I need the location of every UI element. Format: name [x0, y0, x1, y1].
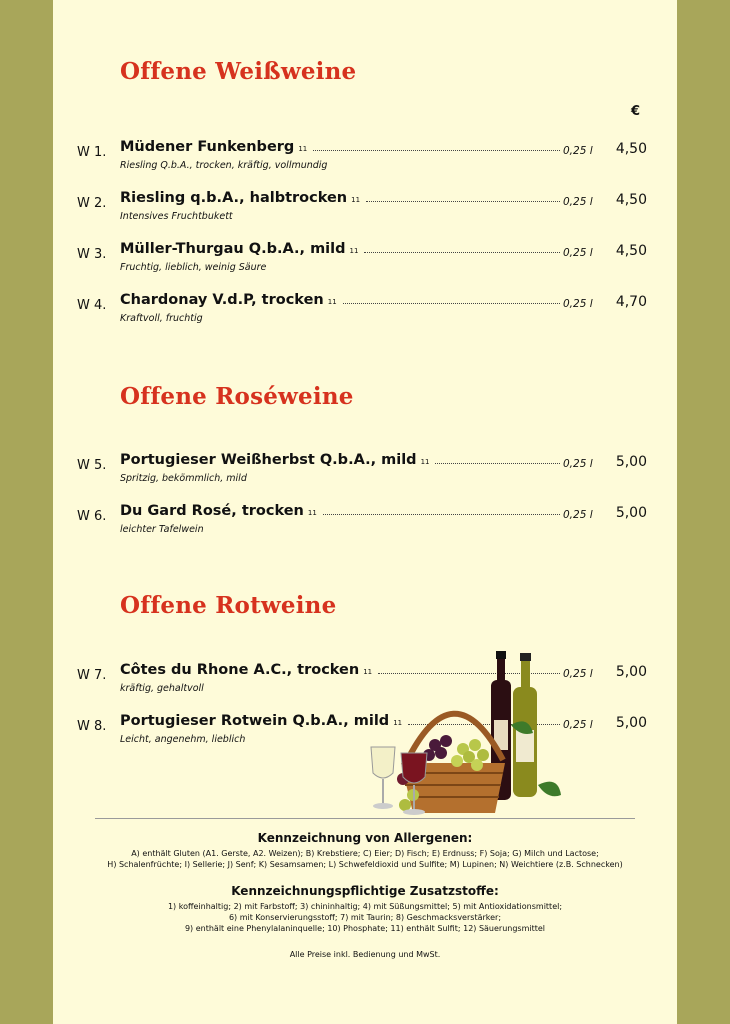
- item-description: Kraftvoll, fruchtig: [120, 313, 203, 324]
- item-volume: 0,25 l: [563, 458, 593, 470]
- leader-dots: [343, 303, 560, 304]
- item-additive-ref: 11: [349, 247, 359, 255]
- additives-line: 6) mit Konservierungsstoff; 7) mit Taurin; 8) Geschmacksverstärker;: [228, 913, 502, 922]
- item-number: W 6.: [77, 509, 107, 524]
- menu-item-w3: [53, 241, 677, 281]
- item-name: Du Gard Rosé, trocken: [120, 503, 304, 519]
- item-price: 5,00: [615, 505, 647, 521]
- footer-divider: [95, 818, 635, 819]
- leader-dots: [366, 201, 560, 202]
- item-description: Spritzig, bekömmlich, mild: [120, 473, 247, 484]
- additives-title: Kennzeichnungspflichtige Zusatzstoffe:: [231, 884, 499, 898]
- menu-item-w6: [53, 503, 677, 543]
- item-number: W 4.: [77, 298, 107, 313]
- item-name: Müdener Funkenberg: [120, 139, 295, 155]
- item-price: 4,50: [615, 141, 647, 157]
- item-volume: 0,25 l: [563, 509, 593, 521]
- item-name: Portugieser Rotwein Q.b.A., mild: [120, 713, 390, 729]
- item-volume: 0,25 l: [563, 196, 593, 208]
- section-title-white-wines: Offene Weißweine: [120, 58, 357, 85]
- item-number: W 2.: [77, 196, 107, 211]
- item-volume: 0,25 l: [563, 298, 593, 310]
- section-title-rose-wines: Offene Roséweine: [120, 383, 354, 410]
- item-price: 5,00: [615, 454, 647, 470]
- item-additive-ref: 11: [393, 719, 403, 727]
- menu-item-w5: [53, 452, 677, 492]
- item-name: Côtes du Rhone A.C., trocken: [120, 662, 360, 678]
- item-description: Fruchtig, lieblich, weinig Säure: [120, 262, 267, 273]
- allergens-line: A) enthält Gluten (A1. Gerste, A2. Weizen); B) Krebstiere; C) Eier; D) Fisch; E) Erdnuss; F) Soja; G) Milch und Lactose;: [131, 849, 599, 858]
- item-number: W 7.: [77, 668, 107, 683]
- item-price: 4,70: [615, 294, 647, 310]
- item-name: Portugieser Weißherbst Q.b.A., mild: [120, 452, 417, 468]
- item-price: 4,50: [615, 192, 647, 208]
- additives-line: 9) enthält eine Phenylalaninquelle; 10) Phosphate; 11) enthält Sulfit; 12) Säuerungsmittel: [184, 924, 546, 933]
- leader-dots: [364, 252, 560, 253]
- item-additive-ref: 11: [298, 145, 308, 153]
- item-additive-ref: 11: [351, 196, 361, 204]
- allergens-line: H) Schalenfrüchte; I) Sellerie; J) Senf; K) Sesamsamen; L) Schwefeldioxid und Sulfite; M) Lupinen; N) Weichtiere (z.B. Schnecken): [107, 860, 623, 869]
- item-name: Müller-Thurgau Q.b.A., mild: [120, 241, 346, 257]
- item-price: 5,00: [615, 715, 647, 731]
- menu-page: [53, 0, 677, 1024]
- item-additive-ref: 11: [327, 298, 337, 306]
- item-description: kräftig, gehaltvoll: [120, 683, 204, 694]
- item-volume: 0,25 l: [563, 145, 593, 157]
- item-volume: 0,25 l: [563, 668, 593, 680]
- menu-item-w1: [53, 139, 677, 179]
- wine-basket-grapes-illustration: [343, 645, 573, 820]
- item-description: Riesling Q.b.A., trocken, kräftig, vollmundig: [120, 160, 328, 171]
- menu-item-w4: [53, 292, 677, 332]
- item-number: W 3.: [77, 247, 107, 262]
- item-description: leichter Tafelwein: [120, 524, 204, 535]
- item-description: Leicht, angenehm, lieblich: [120, 734, 246, 745]
- item-price: 4,50: [615, 243, 647, 259]
- item-additive-ref: 11: [363, 668, 373, 676]
- item-number: W 8.: [77, 719, 107, 734]
- item-number: W 5.: [77, 458, 107, 473]
- item-volume: 0,25 l: [563, 719, 593, 731]
- allergens-title: Kennzeichnung von Allergenen:: [257, 831, 473, 845]
- item-volume: 0,25 l: [563, 247, 593, 259]
- section-title-red-wines: Offene Rotweine: [120, 592, 337, 619]
- currency-label: €: [631, 104, 641, 119]
- price-note: Alle Preise inkl. Bedienung und MwSt.: [289, 950, 441, 959]
- item-additive-ref: 11: [420, 458, 430, 466]
- additives-line: 1) koffeinhaltig; 2) mit Farbstoff; 3) chininhaltig; 4) mit Süßungsmittel; 5) mit Antioxidationsmittel;: [167, 902, 563, 911]
- item-name: Chardonay V.d.P, trocken: [120, 292, 324, 308]
- item-name: Riesling q.b.A., halbtrocken: [120, 190, 348, 206]
- menu-item-w2: [53, 190, 677, 230]
- item-additive-ref: 11: [307, 509, 317, 517]
- item-description: Intensives Fruchtbukett: [120, 211, 233, 222]
- leader-dots: [323, 514, 560, 515]
- item-number: W 1.: [77, 145, 107, 160]
- leader-dots: [313, 150, 560, 151]
- leader-dots: [435, 463, 560, 464]
- item-price: 5,00: [615, 664, 647, 680]
